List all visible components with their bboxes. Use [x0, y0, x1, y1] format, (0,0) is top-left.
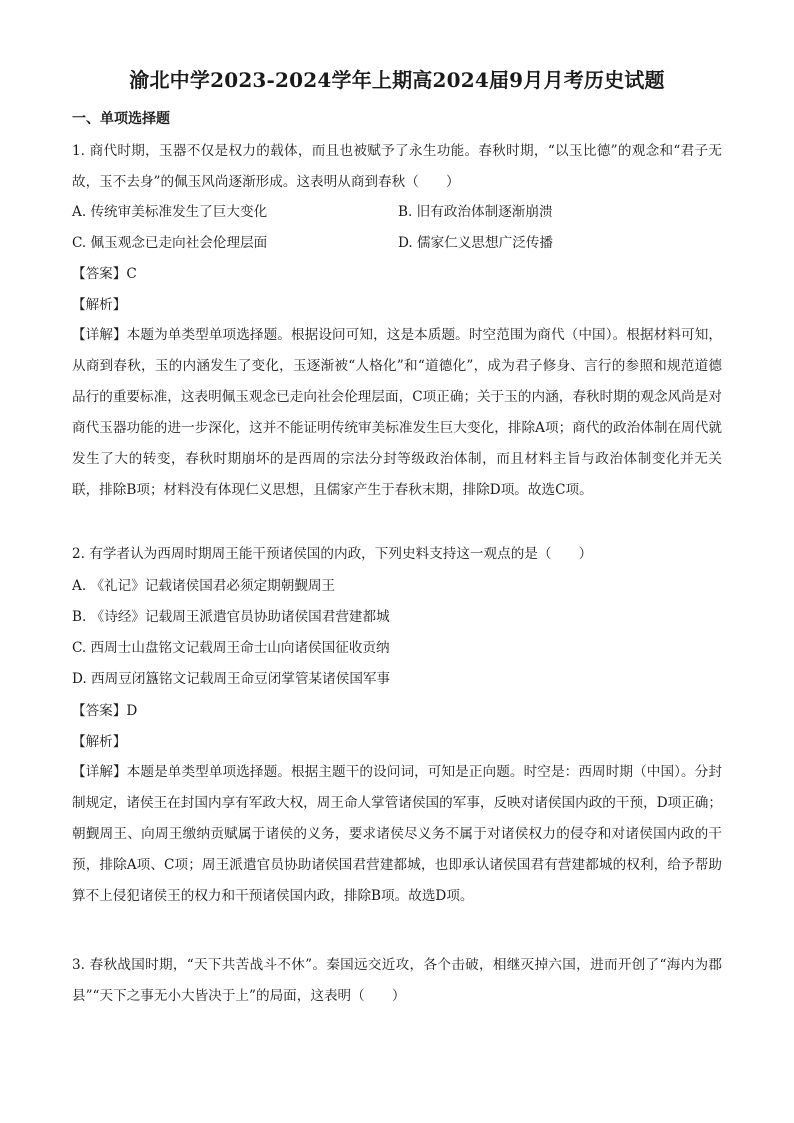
q1-option-c: C. 佩玉观念已走向社会伦理层面 — [72, 235, 268, 251]
q2-option-d: D. 西周豆闭簋铭文记载周王命豆闭掌管某诸侯国军事 — [72, 671, 391, 687]
section-heading: 一、单项选择题 — [72, 111, 170, 127]
q3-stem: 3. 春秋战国时期，“天下共苦战斗不休”。秦国远交近攻，各个击破，相继灭掉六国，进而开创了“海内为郡县”“天下之事无小大皆决于上”的局面，这表明（ ） — [72, 957, 722, 1004]
q2-answer: 【答案】D — [72, 703, 138, 719]
page-title: 渝北中学2023-2024学年上期高2024届9月月考历史试题 — [129, 68, 665, 92]
q2-stem: 2. 有学者认为西周时期周王能干预诸侯国的内政，下列史料支持这一观点的是（ ） — [72, 546, 593, 562]
q1-answer: 【答案】C — [72, 266, 137, 282]
q1-analysis-label: 【解析】 — [72, 297, 127, 313]
q2-option-a: A. 《礼记》记载诸侯国君必须定期朝觐周王 — [72, 578, 336, 594]
q1-detail: 【详解】本题为单类型单项选择题。根据设问可知，这是本质题。时空范围为商代（中国）。根据材料可知，从商到春秋，玉的内涵发生了变化，玉逐渐被“人格化”和“道德化”，成为君子修身、言行的参照和规范道德品行的重要标准，这表明佩玉观念已走向社会伦理层面，C项正确；关于玉的内涵，春秋时期的观念风尚是对商代玉器功能的进一步深化，这并不能证明传统审美标准发生巨大变化，排除A项；商代的政治体制在周代就发生了大的转变，春秋时期崩坏的是西周的宗法分封等级政治体制，而且材料主旨与政治体制变化并无关联，排除B项；材料没有体现仁义思想，且儒家产生于春秋末期，排除D项。故选C项。 — [72, 327, 722, 498]
q2-option-b: B. 《诗经》记载周王派遣官员协助诸侯国君营建都城 — [72, 609, 390, 625]
q1-stem: 1. 商代时期，玉器不仅是权力的载体，而且也被赋予了永生功能。春秋时期，“以玉比德”的观念和“君子无故，玉不去身”的佩玉风尚逐渐形成。这表明从商到春秋（ ） — [72, 143, 722, 190]
q1-option-b: B. 旧有政治体制逐渐崩溃 — [398, 204, 553, 220]
q2-option-c: C. 西周士山盘铭文记载周王命士山向诸侯国征收贡纳 — [72, 640, 390, 656]
q1-option-d: D. 儒家仁义思想广泛传播 — [398, 235, 553, 251]
q2-detail: 【详解】本题是单类型单项选择题。根据主题干的设问词，可知是正向题。时空是：西周时期（中国）。分封制规定，诸侯王在封国内享有军政大权，周王命人掌管诸侯国的军事，反映对诸侯国内政的干预，D项正确；朝觐周王、向周王缴纳贡赋属于诸侯的义务，要求诸侯尽义务不属于对诸侯权力的侵夺和对诸侯国内政的干预，排除A项、C项；周王派遣官员协助诸侯国君营建都城，也即承认诸侯国君有营建都城的权利，给予帮助算不上侵犯诸侯王的权力和干预诸侯国内政，排除B项。故选D项。 — [72, 764, 722, 904]
q1-option-a: A. 传统审美标准发生了巨大变化 — [72, 204, 268, 220]
q2-analysis-label: 【解析】 — [72, 734, 127, 750]
